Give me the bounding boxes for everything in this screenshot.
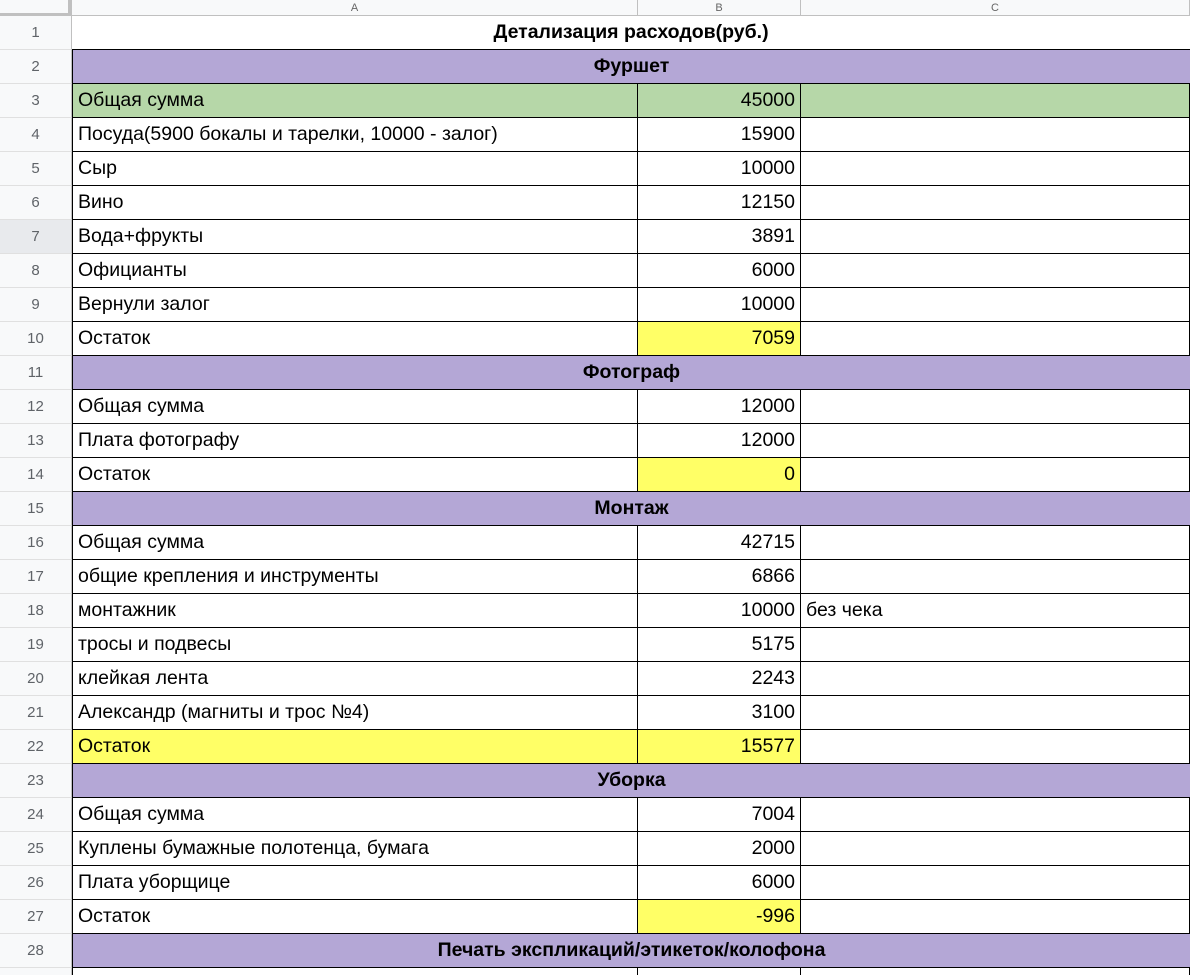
amount-cell[interactable]: 0	[638, 458, 801, 492]
grid-rows	[0, 16, 1190, 975]
sheet-row	[0, 390, 1190, 424]
note-cell[interactable]	[801, 798, 1190, 832]
row-number[interactable]: 27	[0, 900, 72, 934]
row-number[interactable]: 21	[0, 696, 72, 730]
label-cell[interactable]: Плата фотографу	[72, 424, 638, 458]
note-cell[interactable]	[801, 322, 1190, 356]
label-cell[interactable]: Плата уборщице	[72, 866, 638, 900]
sheet-row	[0, 356, 1190, 390]
label-cell[interactable]: клейкая лента	[72, 662, 638, 696]
label-cell[interactable]: Остаток	[72, 322, 638, 356]
amount-cell[interactable]: 3891	[638, 220, 801, 254]
row-number[interactable]: 4	[0, 118, 72, 152]
sheet-row	[0, 220, 1190, 254]
amount-cell[interactable]: 10000	[638, 152, 801, 186]
amount-cell[interactable]: 6866	[638, 560, 801, 594]
sheet-row	[0, 628, 1190, 662]
amount-cell[interactable]: 7059	[638, 322, 801, 356]
label-cell[interactable]: Общая сумма	[72, 798, 638, 832]
amount-cell[interactable]: -996	[638, 900, 801, 934]
row-number[interactable]: 24	[0, 798, 72, 832]
sheet-row	[0, 322, 1190, 356]
amount-cell[interactable]	[638, 968, 801, 975]
sheet-row	[0, 84, 1190, 118]
sheet-row	[0, 662, 1190, 696]
sheet-row	[0, 934, 1190, 968]
row-number[interactable]: 26	[0, 866, 72, 900]
amount-cell[interactable]: 5175	[638, 628, 801, 662]
amount-cell[interactable]: 12000	[638, 424, 801, 458]
row-number[interactable]: 15	[0, 492, 72, 526]
sheet-row	[0, 696, 1190, 730]
label-cell[interactable]: Общая сумма	[72, 526, 638, 560]
amount-cell[interactable]: 12000	[638, 390, 801, 424]
row-number[interactable]: 1	[0, 16, 72, 50]
row-number[interactable]: 16	[0, 526, 72, 560]
row-number[interactable]: 23	[0, 764, 72, 798]
note-cell[interactable]	[801, 84, 1190, 118]
section-header-cell[interactable]: Фуршет	[72, 50, 1190, 84]
note-cell[interactable]	[801, 526, 1190, 560]
label-cell[interactable]: Официанты	[72, 254, 638, 288]
row-number[interactable]: 20	[0, 662, 72, 696]
note-cell[interactable]	[801, 254, 1190, 288]
sheet-row	[0, 118, 1190, 152]
amount-cell[interactable]: 6000	[638, 254, 801, 288]
amount-cell[interactable]: 6000	[638, 866, 801, 900]
sheet-row	[0, 288, 1190, 322]
amount-cell[interactable]: 15577	[638, 730, 801, 764]
column-header-b[interactable]: B	[638, 0, 801, 16]
label-cell[interactable]: Общая сумма	[72, 390, 638, 424]
note-cell[interactable]	[801, 118, 1190, 152]
label-cell[interactable]	[72, 968, 638, 975]
sheet-row	[0, 832, 1190, 866]
note-cell[interactable]	[801, 458, 1190, 492]
label-cell[interactable]: Сыр	[72, 152, 638, 186]
section-header-cell[interactable]: Фотограф	[72, 356, 1190, 390]
sheet-row	[0, 866, 1190, 900]
sheet-row	[0, 424, 1190, 458]
row-number[interactable]: 3	[0, 84, 72, 118]
amount-cell[interactable]: 12150	[638, 186, 801, 220]
amount-cell[interactable]: 10000	[638, 594, 801, 628]
label-cell[interactable]: тросы и подвесы	[72, 628, 638, 662]
label-cell[interactable]: общие крепления и инструменты	[72, 560, 638, 594]
amount-cell[interactable]: 10000	[638, 288, 801, 322]
sheet-row	[0, 492, 1190, 526]
note-cell[interactable]	[801, 560, 1190, 594]
amount-cell[interactable]: 42715	[638, 526, 801, 560]
note-cell[interactable]	[801, 968, 1190, 975]
label-cell[interactable]: Куплены бумажные полотенца, бумага	[72, 832, 638, 866]
row-number[interactable]: 19	[0, 628, 72, 662]
sheet-row	[0, 560, 1190, 594]
row-number[interactable]: 18	[0, 594, 72, 628]
note-cell[interactable]	[801, 866, 1190, 900]
label-cell[interactable]: Остаток	[72, 900, 638, 934]
sheet-title-cell[interactable]: Детализация расходов(руб.)	[72, 16, 1190, 50]
select-all-corner[interactable]	[0, 0, 72, 16]
row-number[interactable]: 11	[0, 356, 72, 390]
sheet-row	[0, 594, 1190, 628]
row-number[interactable]: 28	[0, 934, 72, 968]
row-number[interactable]	[0, 968, 72, 975]
row-number[interactable]: 13	[0, 424, 72, 458]
note-cell[interactable]	[801, 424, 1190, 458]
note-cell[interactable]	[801, 186, 1190, 220]
label-cell[interactable]: Александр (магниты и трос №4)	[72, 696, 638, 730]
note-cell[interactable]	[801, 900, 1190, 934]
label-cell[interactable]: Общая сумма	[72, 84, 638, 118]
amount-cell[interactable]: 45000	[638, 84, 801, 118]
section-header-cell[interactable]: Монтаж	[72, 492, 1190, 526]
note-cell[interactable]	[801, 662, 1190, 696]
note-cell[interactable]: без чека	[801, 594, 1190, 628]
row-number[interactable]: 12	[0, 390, 72, 424]
sheet-row	[0, 764, 1190, 798]
column-header-a[interactable]: A	[72, 0, 638, 16]
label-cell[interactable]: Остаток	[72, 458, 638, 492]
sheet-row	[0, 526, 1190, 560]
section-header-cell[interactable]: Печать экспликаций/этикеток/колофона	[72, 934, 1190, 968]
label-cell[interactable]: Остаток	[72, 730, 638, 764]
sheet-row	[0, 152, 1190, 186]
sheet-row	[0, 16, 1190, 50]
section-header-cell[interactable]: Уборка	[72, 764, 1190, 798]
label-cell[interactable]: монтажник	[72, 594, 638, 628]
row-number[interactable]: 6	[0, 186, 72, 220]
amount-cell[interactable]: 7004	[638, 798, 801, 832]
column-header-c[interactable]: C	[801, 0, 1190, 16]
amount-cell[interactable]: 15900	[638, 118, 801, 152]
amount-cell[interactable]: 2243	[638, 662, 801, 696]
sheet-row	[0, 254, 1190, 288]
sheet-row	[0, 458, 1190, 492]
row-number[interactable]: 25	[0, 832, 72, 866]
note-cell[interactable]	[801, 832, 1190, 866]
note-cell[interactable]	[801, 628, 1190, 662]
sheet-row	[0, 900, 1190, 934]
amount-cell[interactable]: 3100	[638, 696, 801, 730]
note-cell[interactable]	[801, 220, 1190, 254]
sheet-row	[0, 186, 1190, 220]
sheet-row	[0, 798, 1190, 832]
row-number[interactable]: 10	[0, 322, 72, 356]
row-number[interactable]: 8	[0, 254, 72, 288]
column-header-bar	[0, 0, 1190, 16]
amount-cell[interactable]: 2000	[638, 832, 801, 866]
row-number[interactable]: 9	[0, 288, 72, 322]
label-cell[interactable]: Вино	[72, 186, 638, 220]
sheet-row	[0, 50, 1190, 84]
row-number[interactable]: 5	[0, 152, 72, 186]
row-number[interactable]: 7	[0, 220, 72, 254]
note-cell[interactable]	[801, 152, 1190, 186]
row-number[interactable]: 22	[0, 730, 72, 764]
label-cell[interactable]: Посуда(5900 бокалы и тарелки, 10000 - залог)	[72, 118, 638, 152]
note-cell[interactable]	[801, 288, 1190, 322]
note-cell[interactable]	[801, 390, 1190, 424]
sheet-row	[0, 730, 1190, 764]
label-cell[interactable]: Вернули залог	[72, 288, 638, 322]
sheet-row	[0, 968, 1190, 975]
label-cell[interactable]: Вода+фрукты	[72, 220, 638, 254]
row-number[interactable]: 14	[0, 458, 72, 492]
row-number[interactable]: 17	[0, 560, 72, 594]
note-cell[interactable]	[801, 730, 1190, 764]
row-number[interactable]: 2	[0, 50, 72, 84]
note-cell[interactable]	[801, 696, 1190, 730]
